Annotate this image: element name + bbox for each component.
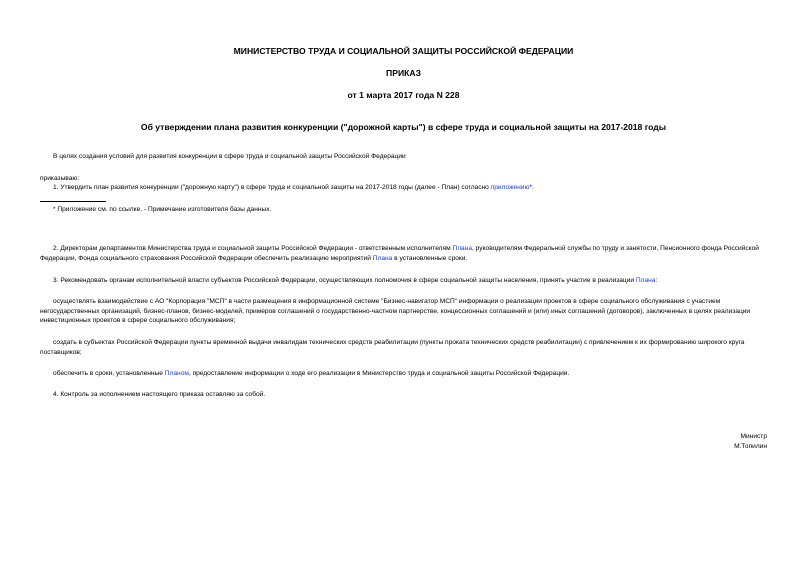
- item-2: [40, 244, 767, 263]
- signer-name: М.Топилин: [734, 443, 767, 450]
- item-1-text: 1. Утвердить план развития конкуренции ("дорожную карту") в сфере труда и социальной защиты на 2017-2018 годы (далее - План) согласно: [53, 184, 491, 191]
- plan-link-3[interactable]: Плана: [635, 277, 656, 284]
- bullet-3-text-b: , предоставление информации о ходе его реализации в Министерство труда и социальной защиты Российской Федерации.: [188, 370, 570, 377]
- order-word: приказываю:: [40, 175, 80, 182]
- item-3: [53, 276, 657, 286]
- signer-title: Министр: [740, 433, 767, 440]
- item-2-text-a: 2. Директорам департаментов Министерства труда и социальной защиты Российской Федерации - ответственным исполнителям: [53, 245, 453, 252]
- item-3-tail: :: [655, 277, 658, 284]
- order-date: от 1 марта 2017 года N 228: [347, 90, 460, 100]
- bullet-3: [53, 369, 569, 379]
- appendix-link[interactable]: приложению: [490, 184, 530, 191]
- plan-link-1[interactable]: Плана: [452, 245, 473, 252]
- bullet-1: осуществлять взаимодействие с АО "Корпорация "МСП" в части размещения в информационной системе "Бизнес-навигатор МСП" информации о реализации проектов в сфере социального обслуживания с участием негосударственных организаций, бизнес-планов, бизнес-моделей, примеров соглашений о государственно-частном партнерстве, концессионных соглашений и (или) иных соглашений (договоров), заключенных в целях реализации инвестиционных проектов в сфере социального обслуживания;: [40, 298, 751, 325]
- item-2-text-c: в установленные сроки.: [392, 254, 468, 262]
- ministry-heading: МИНИСТЕРСТВО ТРУДА И СОЦИАЛЬНОЙ ЗАЩИТЫ РОССИЙСКОЙ ФЕДЕРАЦИИ: [233, 46, 574, 56]
- item-3-text: 3. Рекомендовать органам исполнительной власти субъектов Российской Федерации, осуществляющих полномочия в сфере социальной защиты населения, принять участие в реализации: [53, 277, 636, 284]
- bullet-2: создать в субъектах Российской Федерации пункты временной выдачи инвалидам технических средств реабилитации (пункты проката технических средств реабилитации) с привлечением к их формированию широкого круга поставщиков;: [40, 339, 745, 356]
- intro-paragraph: В целях создания условий для развития конкуренции в сфере труда и социальной защиты Российской Федерации: [53, 153, 406, 160]
- bullet-3-text-a: обеспечить в сроки, установленные: [53, 370, 165, 377]
- item-4: 4. Контроль за исполнением настоящего приказа оставляю за собой.: [53, 391, 266, 398]
- footnote: * Приложение см. по ссылке. - Примечание изготовителя базы данных.: [53, 206, 272, 213]
- document-title: Об утверждении плана развития конкуренции ("дорожной карты") в сфере труда и социальной защиты на 2017-2018 годы: [140, 122, 667, 132]
- order-label: ПРИКАЗ: [386, 68, 421, 78]
- plan-link-2[interactable]: Плана: [372, 254, 393, 262]
- item-2-text-b: , руководителям Федеральной службы по труду и занятости, Пенсионного фонда Российской Федерации, Фонда социального страхования Российской Федерации обеспечить реализацию мероприятий: [40, 245, 759, 262]
- item-1-tail: *.: [529, 184, 534, 191]
- footnote-divider: [40, 201, 106, 202]
- item-1: [53, 183, 534, 193]
- plan-link-4[interactable]: Планом: [164, 370, 189, 377]
